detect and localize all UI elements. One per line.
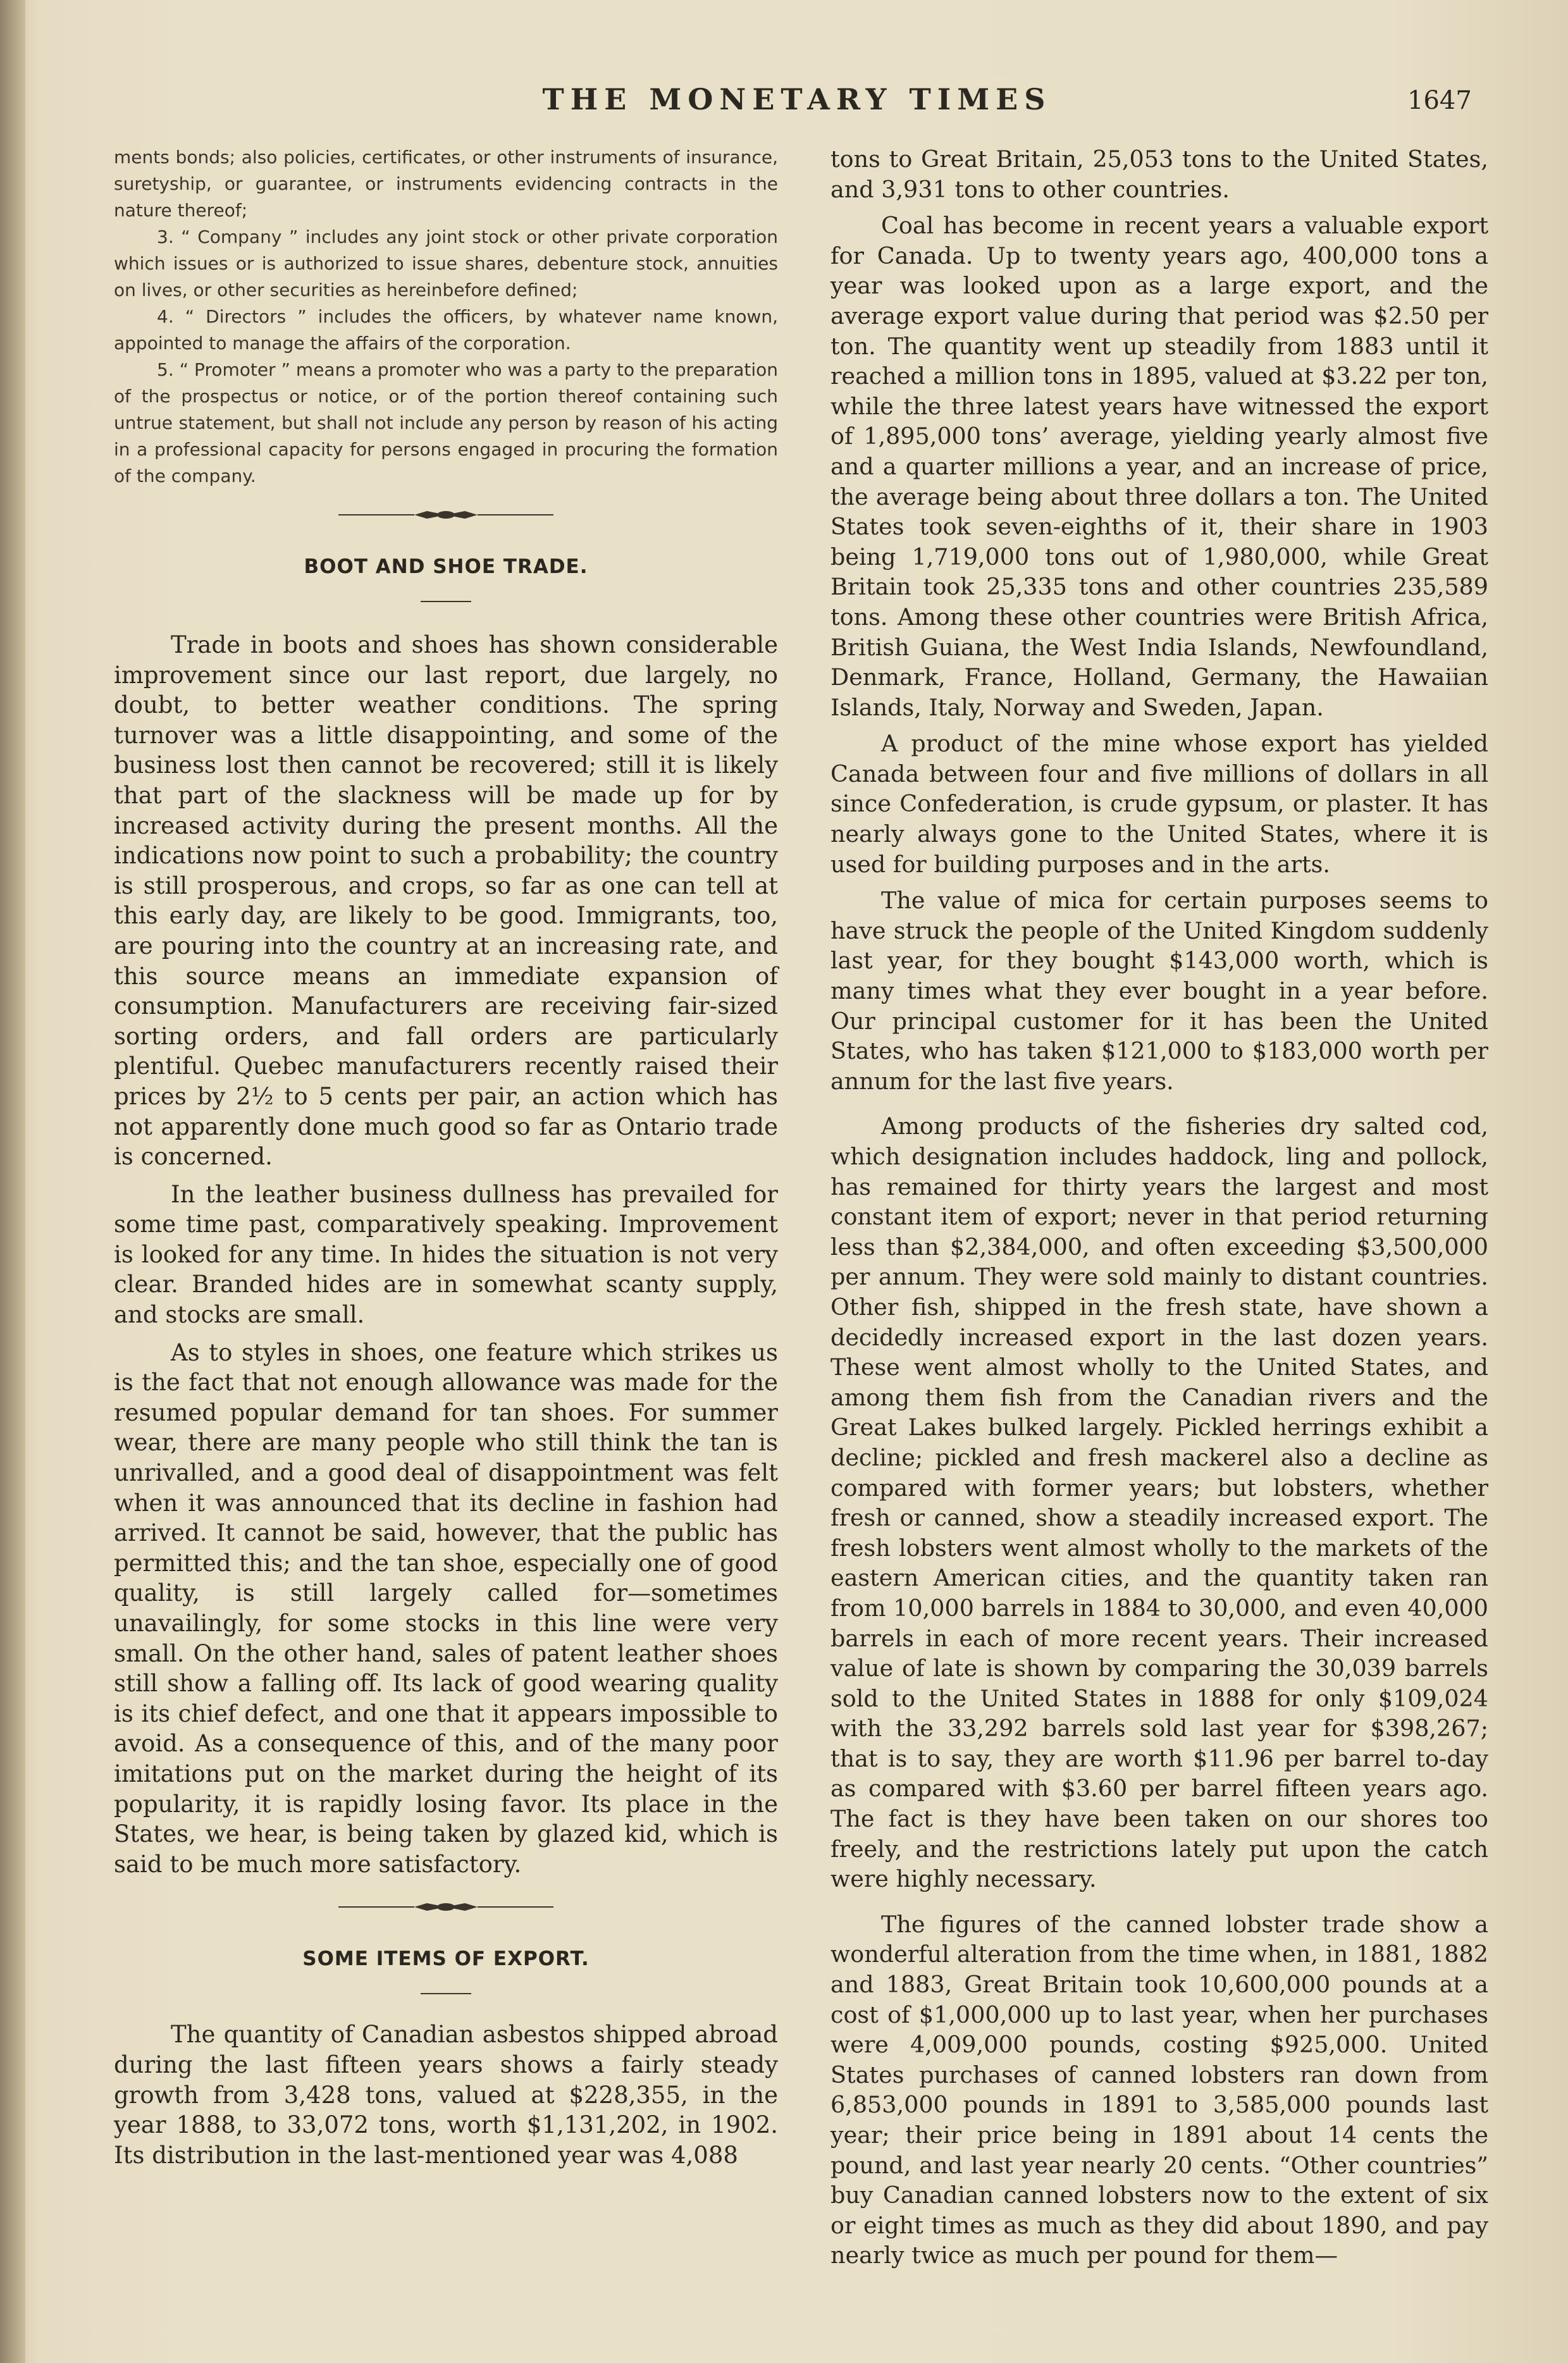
section-heading-boot-shoe: BOOT AND SHOE TRADE. <box>304 555 588 578</box>
section-divider-ornament <box>114 1901 778 1926</box>
page-header <box>0 82 1568 126</box>
article-paragraph: The value of mica for certain purposes seems to have struck the people of the United Kingdom suddenly last year, for they bought $143,000 worth, which is many times what they ever bought in a year before. Our principal customer for it has been the United States, who has taken $121,000 to $183,000 worth per annum for the last five years. <box>830 887 1488 1095</box>
definitions-block <box>114 144 778 490</box>
heading-rule <box>421 1993 471 1994</box>
export-article-start <box>114 2020 778 2170</box>
section-divider-ornament <box>114 509 778 534</box>
definition-paragraph: 4. “ Directors ” includes the officers, by whatever name known, appointed to manage the affairs of the corporation. <box>114 306 778 354</box>
boot-shoe-article <box>114 630 778 1879</box>
section-heading-export: SOME ITEMS OF EXPORT. <box>302 1947 590 1971</box>
left-column <box>114 144 778 2170</box>
definition-paragraph: 3. “ Company ” includes any joint stock or other private corporation which issues or is authorized to issue shares, debenture stock, annuities on lives, or other securities as hereinbefore defined; <box>114 226 778 300</box>
publication-title: THE MONETARY TIMES <box>542 82 1052 116</box>
page-number: 1647 <box>1407 86 1472 115</box>
article-paragraph: Trade in boots and shoes has shown considerable improvement since our last report, due largely, no doubt, to better weather conditions. The spring turnover was a little disappointing, and some of the business lost then cannot be recovered; still it is likely that part of the slackness will be made up for by increased activity during the present months. All the indications now point to such a probability; the country is still prosperous, and crops, so far as one can tell at this early day, are likely to be good. Immigrants, too, are pouring into the country at an increasing rate, and this source means an immediate expansion of consumption. Manufacturers are receiving fair-sized sorting orders, and fall orders are particularly plentiful. Quebec manufacturers recently raised their prices by 2½ to 5 cents per pair, an action which has not apparently done much good so far as Ontario trade is concerned. <box>114 631 778 1171</box>
article-paragraph: In the leather business dullness has prevailed for some time past, comparatively speaking. Improvement is looked for any time. In hides the situation is not very clear. Branded hides are in somewhat scanty supply, and stocks are small. <box>114 1180 778 1329</box>
definition-paragraph: 5. “ Promoter ” means a promoter who was a party to the preparation of the prospectus or notice, or of the portion thereof containing such untrue statement, but shall not include any person by reason of his acting in a professional capacity for persons engaged in procuring the formation of the company. <box>114 359 778 486</box>
article-paragraph: As to styles in shoes, one feature which strikes us is the fact that not enough allowance was made for the resumed popular demand for tan shoes. For summer wear, there are many people who still think the tan is unrivalled, and a good deal of disappointment was felt when it was announced that its decline in fashion had arrived. It cannot be said, however, that the public has permitted this; and the tan shoe, especially one of good quality, is still largely called for—sometimes unavailingly, for some stocks in this line were very small. On the other hand, sales of patent leather shoes still show a falling off. Its lack of good wearing quality is its chief defect, and one that it appears impossible to avoid. As a consequence of this, and of the many poor imitations put on the market during the height of its popularity, it is rapidly losing favor. Its place in the States, we hear, is being taken by glazed kid, which is said to be much more satisfactory. <box>114 1338 778 1878</box>
article-paragraph: Coal has become in recent years a valuable export for Canada. Up to twenty years ago, 400,000 tons a year was looked upon as a large export, and the average export value during that period was $2.50 per ton. The quantity went up steadily from 1883 until it reached a million tons in 1895, valued at $3.22 per ton, while the three latest years have witnessed the export of 1,895,000 tons’ average, yielding yearly almost five and a quarter millions a year, and an increase of price, the average being about three dollars a ton. The United States took seven-eighths of it, their share in 1903 being 1,719,000 tons out of 1,980,000, while Great Britain took 25,335 tons and other countries 235,589 tons. Among these other countries were British Africa, British Guiana, the West India Islands, Newfoundland, Denmark, France, Holland, Germany, the Hawaiian Islands, Italy, Norway and Sweden, Japan. <box>830 212 1488 721</box>
page-binding-edge <box>0 0 25 2363</box>
article-paragraph: The quantity of Canadian asbestos shipped abroad during the last fifteen years shows a fairly steady growth from 3,428 tons, valued at $228,355, in the year 1888, to 33,072 tons, worth $1,131,202, in 1902. Its distribution in the last-mentioned year was 4,088 <box>114 2021 778 2169</box>
right-column <box>830 144 1488 2271</box>
article-paragraph: Among products of the fisheries dry salted cod, which designation includes haddock, ling and pollock, has remained for thirty years the largest and most constant item of export; never in that period returning less than $2,384,000, and often exceeding $3,500,000 per annum. They were sold mainly to distant countries. Other fish, shipped in the fresh state, have shown a decidedly increased export in the last dozen years. These went almost wholly to the United States, and among them fish from the Canadian rivers and the Great Lakes bulked largely. Pickled herrings exhibit a decline; pickled and fresh mackerel also a decline as compared with former years; but lobsters, whether fresh or canned, show a steadily increased export. The fresh lobsters went almost wholly to the markets of the eastern American cities, and the quantity taken ran from 10,000 barrels in 1884 to 30,000, and even 40,000 barrels in each of more recent years. Their increased value of late is shown by comparing the 30,039 barrels sold to the United States in 1888 for only $109,024 with the 33,292 barrels sold last year for $398,267; that is to say, they are worth $11.96 per barrel to-day as compared with $3.60 per barrel fifteen years ago. The fact is they have been taken on our shores too freely, and the restrictions lately put upon the catch were highly necessary. <box>830 1113 1488 1893</box>
article-paragraph: tons to Great Britain, 25,053 tons to the United States, and 3,931 tons to other countries. <box>830 145 1488 203</box>
heading-rule <box>421 601 471 602</box>
definition-paragraph: ments bonds; also policies, certificates, or other instruments of insurance, suretyship, or guarantee, or instruments evidencing contracts in the nature thereof; <box>114 147 778 221</box>
article-paragraph: A product of the mine whose export has yielded Canada between four and five millions of dollars in all since Confederation, is crude gypsum, or plaster. It has nearly always gone to the United States, where it is used for building purposes and in the arts. <box>830 730 1488 878</box>
article-paragraph: The figures of the canned lobster trade show a wonderful alteration from the time when, in 1881, 1882 and 1883, Great Britain took 10,600,000 pounds at a cost of $1,000,000 up to last year, when her purchases were 4,009,000 pounds, costing $925,000. United States purchases of canned lobsters ran down from 6,853,000 pounds in 1891 to 3,585,000 pounds last year; their price being in 1891 about 14 cents the pound, and last year nearly 20 cents. “Other countries” buy Canadian canned lobsters now to the extent of six or eight times as much as they did about 1890, and pay nearly twice as much per pound for them— <box>830 1910 1488 2269</box>
